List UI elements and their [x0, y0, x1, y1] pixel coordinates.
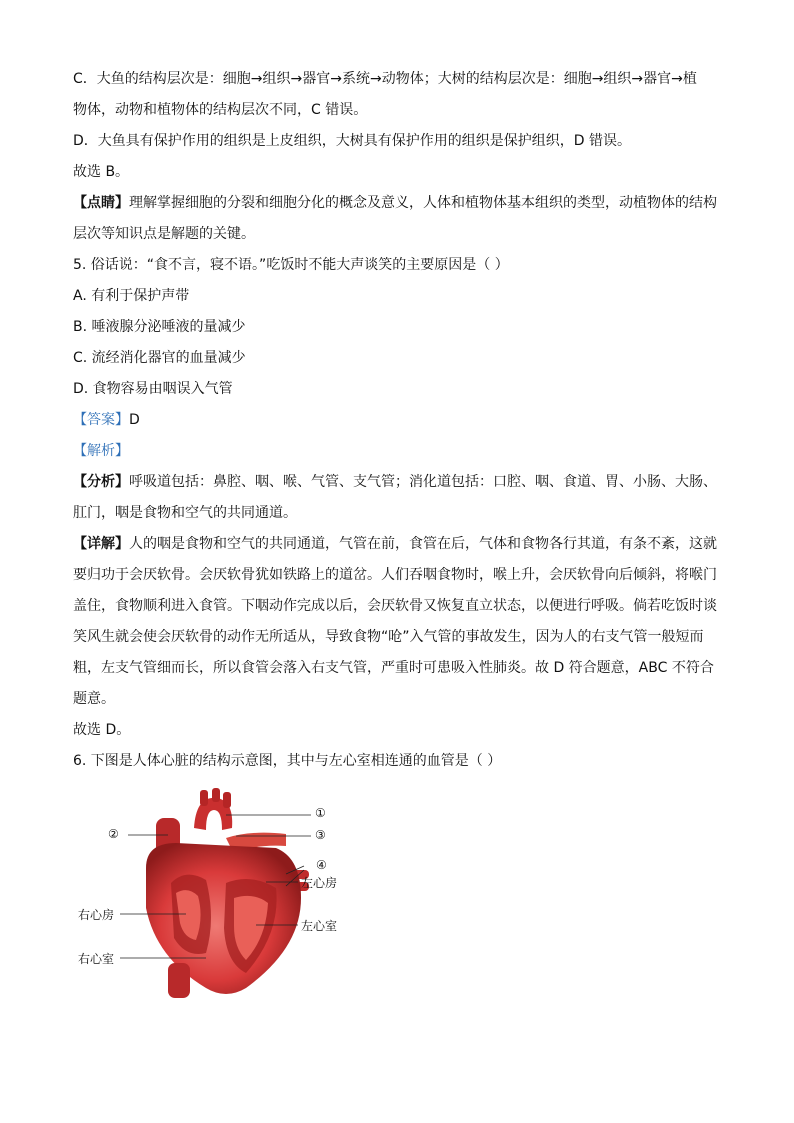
- label-4: ④: [316, 858, 327, 872]
- document-body: [73, 64, 723, 777]
- question-6-stem: 6. 下图是人体心脏的结构示意图，其中与左心室相连通的血管是（ ）: [73, 753, 502, 769]
- label-left-ventricle: 左心室: [301, 919, 338, 933]
- dianjing-tag: 【点睛】: [73, 195, 129, 211]
- heart-diagram: [76, 788, 376, 1003]
- label-2: ②: [108, 827, 119, 841]
- text-line: C．大鱼的结构层次是：细胞→组织→器官→系统→动物体；大树的结构层次是：细胞→组织→器官→植: [73, 71, 697, 87]
- dianjing-text: 理解掌握细胞的分裂和细胞分化的概念及意义，人体和植物体基本组织的类型，动植物体的结构: [129, 195, 717, 211]
- dianjing-line: [73, 188, 723, 219]
- fenxi-tag: 【分析】: [73, 474, 129, 490]
- label-left-atrium: 左心房: [301, 876, 338, 890]
- text-line: 故选 D。: [73, 722, 131, 738]
- label-3: ③: [315, 828, 326, 842]
- answer-line: [73, 405, 723, 436]
- text-line: 物体，动物和植物体的结构层次不同，C 错误。: [73, 102, 368, 118]
- label-right-atrium: 右心房: [78, 908, 115, 922]
- option-c: C. 流经消化器官的血量减少: [73, 350, 246, 366]
- heart-illustration: [76, 788, 376, 1003]
- xiangjie-text: 人的咽是食物和空气的共同通道，气管在前，食管在后，气体和食物各行其道，有条不紊，这就: [129, 536, 717, 552]
- answer-value: D: [129, 412, 140, 428]
- text-line: D．大鱼具有保护作用的组织是上皮组织，大树具有保护作用的组织是保护组织，D 错误。: [73, 133, 632, 149]
- fenxi-line: [73, 467, 723, 498]
- option-a: A. 有利于保护声带: [73, 288, 190, 304]
- answer-tag: 【答案】: [73, 412, 129, 428]
- text-line: 题意。: [73, 691, 115, 707]
- label-right-ventricle: 右心室: [78, 952, 115, 966]
- text-line: 要归功于会厌软骨。会厌软骨犹如铁路上的道岔。人们吞咽食物时，喉上升，会厌软骨向后倾斜，将喉门: [73, 567, 717, 583]
- question-5-stem: 5. 俗话说：“食不言，寝不语。”吃饭时不能大声谈笑的主要原因是（ ）: [73, 257, 509, 273]
- text-line: 肛门，咽是食物和空气的共同通道。: [73, 505, 297, 521]
- xiangjie-tag: 【详解】: [73, 536, 129, 552]
- text-line: 故选 B。: [73, 164, 130, 180]
- xiangjie-line: [73, 529, 723, 560]
- analysis-tag: 【解析】: [73, 443, 129, 459]
- text-line: 笑风生就会使会厌软骨的动作无所适从，导致食物“呛”入气管的事故发生，因为人的右支气管一般短而: [73, 629, 704, 645]
- fenxi-text: 呼吸道包括：鼻腔、咽、喉、气管、支气管；消化道包括：口腔、咽、食道、胃、小肠、大肠、: [129, 474, 717, 490]
- text-line: 盖住，食物顺利进入食管。下咽动作完成以后，会厌软骨又恢复直立状态，以便进行呼吸。倘若吃饭时谈: [73, 598, 717, 614]
- text-line: 粗，左支气管细而长，所以食管会落入右支气管，严重时可患吸入性肺炎。故 D 符合题意，ABC 不符合: [73, 660, 714, 676]
- option-d: D. 食物容易由咽误入气管: [73, 381, 233, 397]
- label-1: ①: [315, 806, 326, 820]
- option-b: B. 唾液腺分泌唾液的量减少: [73, 319, 246, 335]
- text-line: 层次等知识点是解题的关键。: [73, 226, 255, 242]
